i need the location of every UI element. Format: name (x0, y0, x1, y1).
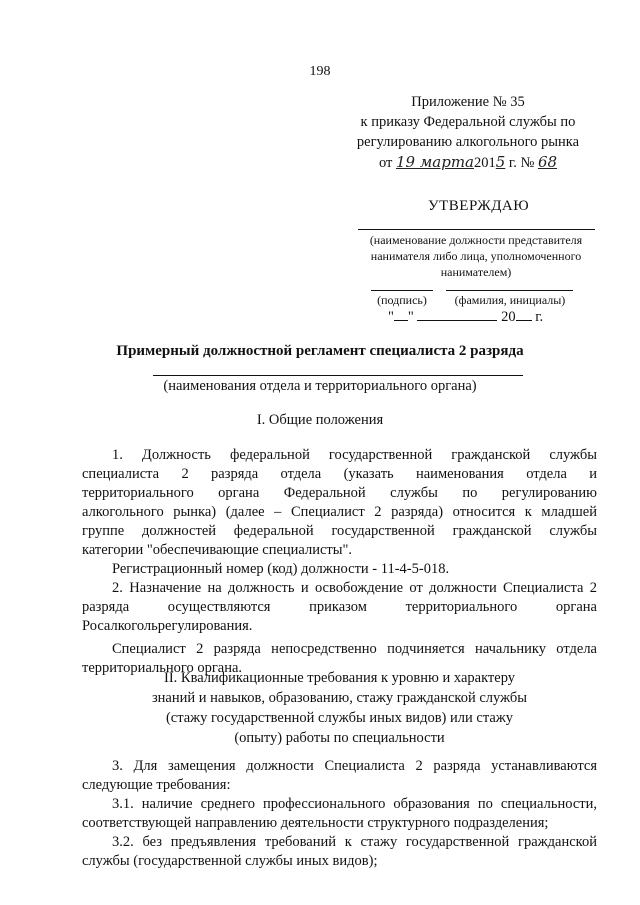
paragraph-3 (82, 579, 597, 636)
order-number-label: г. № (508, 155, 535, 171)
requirement-3-2-line-2: службы (государственной службы иных видов); (82, 853, 378, 869)
name-line (446, 290, 573, 291)
paragraph-1-line-1: 1. Должность федеральной государственной гражданской службы (112, 447, 597, 463)
date-quote-close: " (407, 309, 414, 325)
requirement-3-2 (82, 833, 597, 871)
requirement-3-line-1: 3. Для замещения должности Специалиста 2 разряда устанавливаются (112, 758, 597, 774)
section-2-heading-line-1: II. Квалификационные требования к уровню и характеру (163, 670, 516, 686)
appendix-line-2: к приказу Федеральной службы по (360, 114, 576, 130)
handwritten-year-digit: 5 (495, 153, 506, 171)
position-note-line-1: (наименование должности представителя (369, 233, 583, 247)
paragraph-4-line-1: Специалист 2 разряда непосредственно подчиняется начальнику отдела (112, 641, 597, 657)
paragraph-3-line-3: Росалкогольрегулирования. (82, 618, 253, 634)
year-prefix: 201 (474, 155, 496, 171)
section-2-heading-line-2: знаний и навыков, образованию, стажу гражданской службы (151, 690, 528, 706)
paragraph-2 (82, 560, 597, 579)
paragraph-4-line-2: территориального органа. (82, 660, 243, 676)
position-signature-line (358, 229, 595, 230)
year-blank (516, 320, 532, 321)
appendix-block (338, 92, 598, 173)
department-line (153, 375, 523, 376)
page-number: 198 (309, 64, 331, 79)
position-note-line-3: нанимателем) (440, 265, 512, 279)
position-note (350, 232, 602, 280)
requirement-3-1 (82, 795, 597, 833)
name-note: (фамилия, инициалы) (454, 293, 566, 307)
paragraph-1-line-3: территориального органа Федеральной службы по регулированию (82, 485, 597, 501)
document-title: Примерный должностной регламент специалиста 2 разряда (116, 343, 524, 359)
appendix-date-line (338, 152, 598, 173)
paragraph-1-line-5: группе должностей федеральной государственной гражданской службы (82, 523, 597, 539)
requirement-3-1-line-2: соответствующей направлению деятельности структурного подразделения; (82, 815, 549, 831)
requirement-3-2-line-1: 3.2. без предъявления требований к стажу государственной гражданской (112, 834, 597, 850)
section-1-heading: I. Общие положения (256, 412, 384, 428)
section-2-heading-line-3: (стажу государственной службы иных видов) или стажу (165, 710, 514, 726)
section-2-body (82, 757, 597, 871)
appendix-line-3: регулированию алкогольного рынка (356, 134, 580, 150)
approval-date-line (388, 309, 543, 326)
day-blank (394, 320, 408, 321)
paragraph-1 (82, 446, 597, 560)
signature-line (371, 290, 433, 291)
registration-number: Регистрационный номер (код) должности - 11-4-5-018. (112, 561, 450, 577)
date-prefix: от (378, 155, 393, 171)
date-quote-open: " (388, 309, 394, 325)
approval-title: УТВЕРЖДАЮ (428, 198, 530, 214)
year-label: 20 (501, 309, 516, 325)
paragraph-1-line-2: специалиста 2 разряда отдела (указать наименования отдела и (82, 466, 597, 482)
year-suffix: г. (535, 309, 544, 325)
paragraph-1-line-6: категории "обеспечивающие специалисты". (82, 542, 353, 558)
requirement-3 (82, 757, 597, 795)
department-note: (наименования отдела и территориального органа) (163, 378, 477, 394)
appendix-line-1: Приложение № 35 (411, 94, 525, 110)
requirement-3-line-2: следующие требования: (82, 777, 231, 793)
position-note-line-2: нанимателя либо лица, уполномоченного (370, 249, 582, 263)
handwritten-order-number: 68 (537, 153, 558, 171)
handwritten-date: 19 марта (395, 153, 474, 171)
month-blank (417, 320, 497, 321)
requirement-3-1-line-1: 3.1. наличие среднего профессионального образования по специальности, (112, 796, 597, 812)
section-2-heading (82, 668, 597, 748)
paragraph-1-line-4: алкогольного рынка) (далее – Специалист 2 разряда) относится к младшей (82, 504, 597, 520)
paragraph-3-line-2: разряда осуществляются приказом территориального органа (82, 599, 597, 615)
signature-note: (подпись) (377, 293, 427, 307)
section-2-heading-line-4: (опыту) работы по специальности (234, 730, 445, 746)
paragraph-3-line-1: 2. Назначение на должность и освобождение от должности Специалиста 2 (112, 580, 597, 596)
section-1-body (82, 446, 597, 678)
